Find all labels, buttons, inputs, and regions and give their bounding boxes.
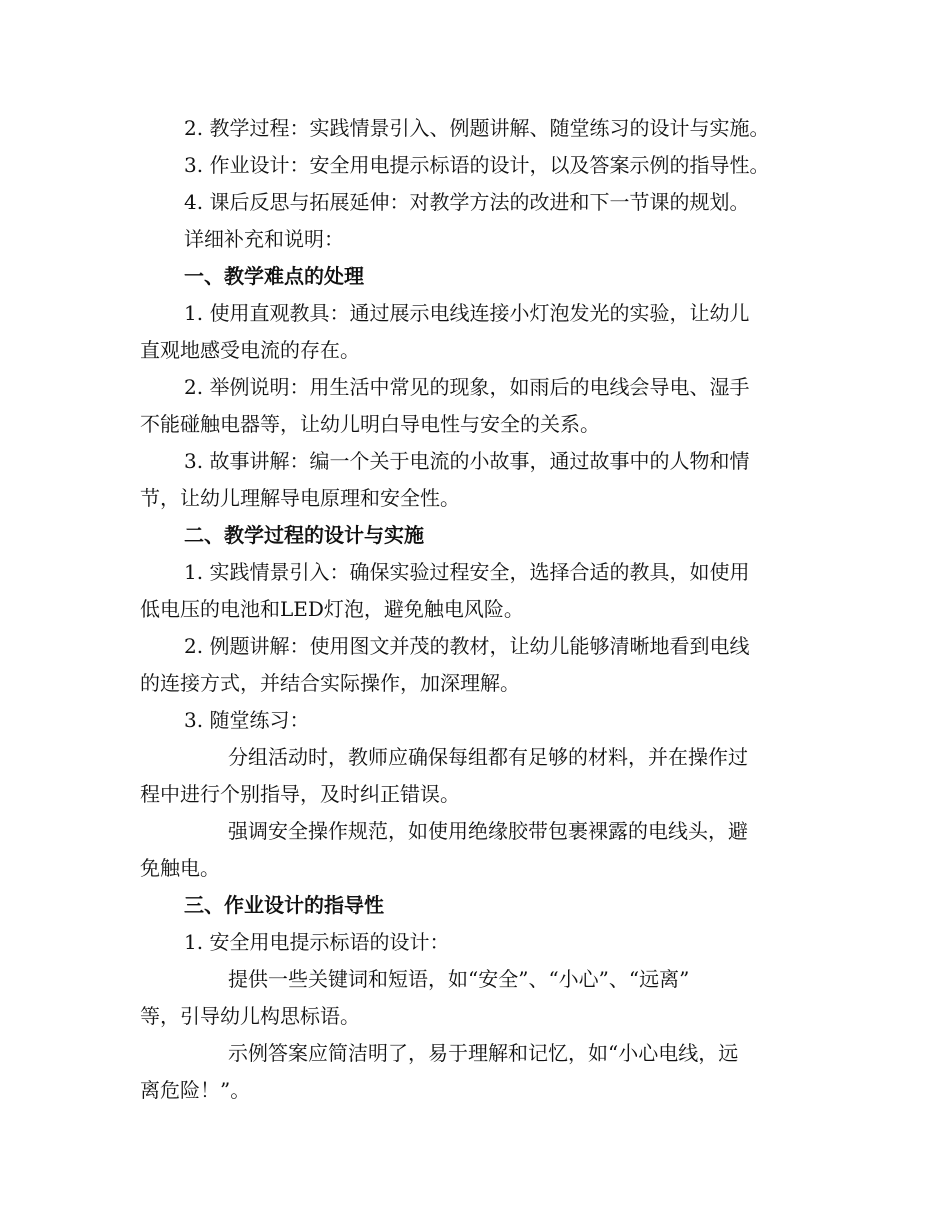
- text-line: 2. 例题讲解：使用图文并茂的教材，让幼儿能够清晰地看到电线: [184, 634, 750, 658]
- text-line: 2. 举例说明：用生活中常见的现象，如雨后的电线会导电、湿手: [184, 375, 750, 399]
- text-line: 提供一些关键词和短语，如“安全”、“小心”、“远离”: [228, 967, 690, 991]
- text-line: 示例答案应简洁明了，易于理解和记忆，如“小心电线，远: [228, 1041, 739, 1065]
- text-line: 强调安全操作规范，如使用绝缘胶带包裹裸露的电线头，避: [228, 819, 748, 843]
- text-line: 免触电。: [140, 856, 220, 880]
- text-line: 3. 作业设计：安全用电提示标语的设计，以及答案示例的指导性。: [184, 153, 770, 177]
- text-line: 1. 安全用电提示标语的设计：: [184, 930, 450, 954]
- text-line: 直观地感受电流的存在。: [140, 338, 360, 362]
- text-line: 的连接方式，并结合实际操作，加深理解。: [140, 671, 520, 695]
- text-line: 详细补充和说明：: [184, 227, 344, 251]
- text-line: 3. 故事讲解：编一个关于电流的小故事，通过故事中的人物和情: [184, 449, 750, 473]
- text-line: 等，引导幼儿构思标语。: [140, 1004, 360, 1028]
- document-body: [140, 110, 820, 1109]
- text-line: 不能碰触电器等，让幼儿明白导电性与安全的关系。: [140, 412, 600, 436]
- text-line: 2. 教学过程：实践情景引入、例题讲解、随堂练习的设计与实施。: [184, 116, 770, 140]
- text-line: 4. 课后反思与拓展延伸：对教学方法的改进和下一节课的规划。: [184, 190, 750, 214]
- text-line: 离危险！”。: [140, 1078, 251, 1102]
- text-line: 程中进行个别指导，及时纠正错误。: [140, 782, 460, 806]
- text-line: 节，让幼儿理解导电原理和安全性。: [140, 486, 460, 510]
- section-heading: 二、教学过程的设计与实施: [184, 523, 424, 547]
- text-line: 1. 实践情景引入：确保实验过程安全，选择合适的教具，如使用: [184, 560, 750, 584]
- section-heading: 三、作业设计的指导性: [184, 893, 384, 917]
- text-line: 分组活动时，教师应确保每组都有足够的材料，并在操作过: [228, 745, 748, 769]
- section-heading: 一、教学难点的处理: [184, 264, 364, 288]
- text-line: 1. 使用直观教具：通过展示电线连接小灯泡发光的实验，让幼儿: [184, 301, 750, 325]
- text-line: 低电压的电池和LED灯泡，避免触电风险。: [140, 597, 524, 621]
- text-line: 3. 随堂练习：: [184, 708, 310, 732]
